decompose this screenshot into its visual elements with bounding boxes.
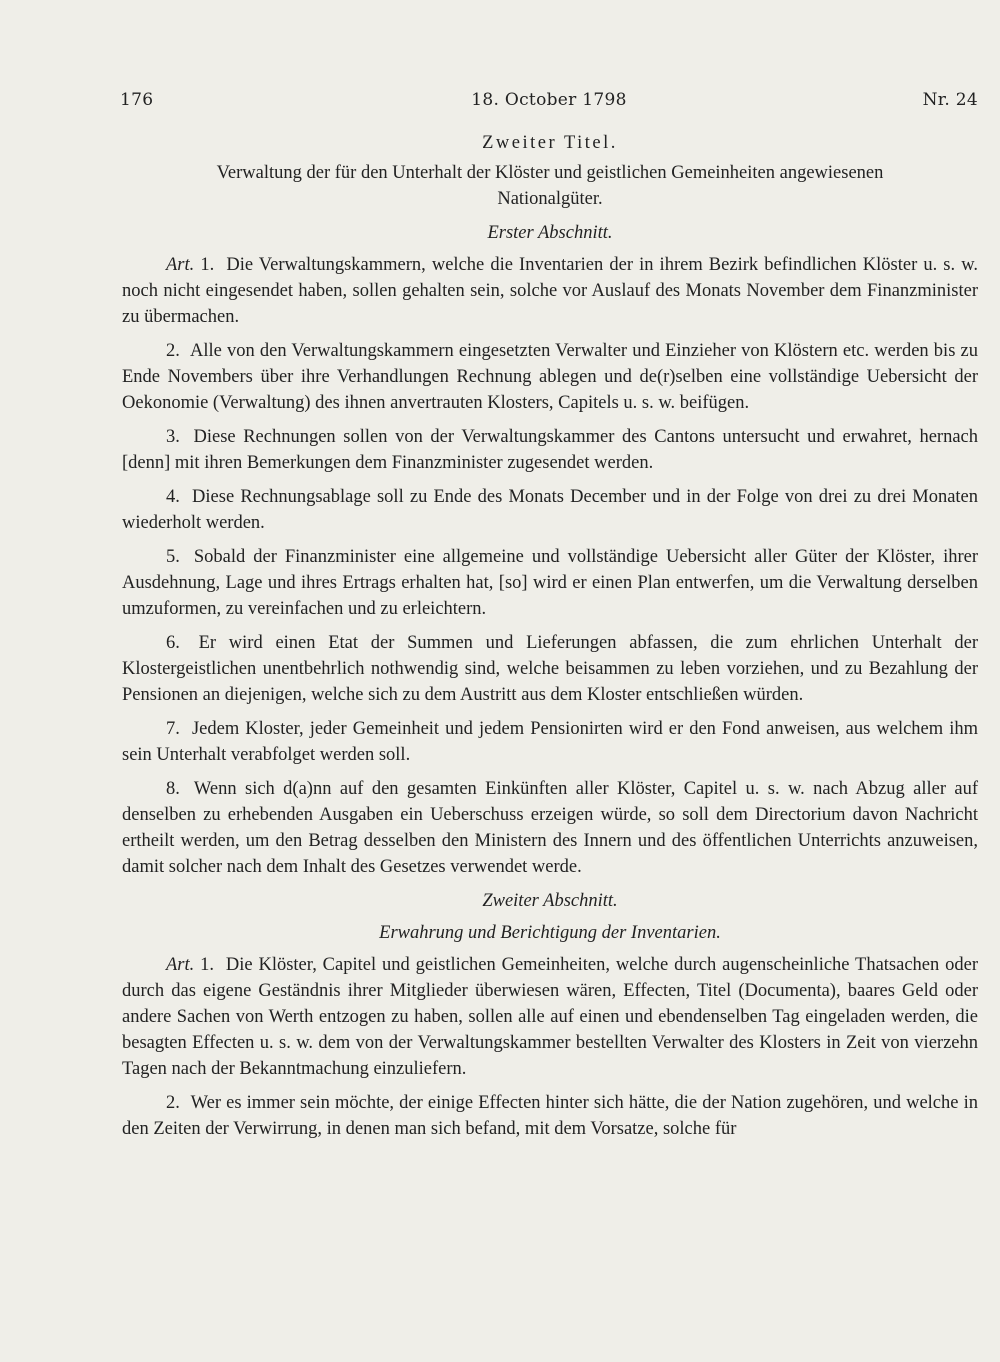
section-1-heading: Erster Abschnitt.	[487, 223, 613, 243]
article-number: 6.	[166, 633, 180, 653]
article-text: Wenn sich d(a)nn auf den gesamten Einkünften aller Klöster, Capitel u. s. w. nach Abzug aller auf denselben zu erhebenden Ausgaben ein Ueberschuss erzeigen würde, so soll dem Directorium davon Nachricht ertheilt werden, um den Betrag desselben den Ministern des Innern und des öffentlichen Unterrichts anzuweisen, damit solcher nach dem Inhalt des Gesetzes verwendet werde.	[122, 779, 978, 877]
article-number: 8.	[166, 779, 180, 799]
article-text: Alle von den Verwaltungskammern eingesetzten Verwalter und Einzieher von Klöstern etc. werden bis zu Ende Novembers über ihre Verhandlungen Rechnung ablegen und de(r)selben eine vollständige Uebersicht der Oekonomie (Verwaltung) des ihnen anvertrauten Klosters, Capitels u. s. w. beifügen.	[122, 341, 979, 413]
article-number: 2.	[166, 341, 180, 361]
document-number: Nr. 24	[922, 90, 978, 110]
article-text: Diese Rechnungsablage soll zu Ende des Monats December und in der Folge von drei zu drei Monaten wiederholt werden.	[122, 487, 979, 533]
section-2-heading: Zweiter Abschnitt.	[482, 891, 618, 911]
header-date: 18. October 1798	[471, 90, 627, 110]
main-subtitle: Verwaltung der für den Unterhalt der Klöster und geistlichen Gemeinheiten angewiesenen Nationalgüter.	[216, 163, 884, 209]
page-number: 176	[120, 90, 154, 110]
article-text: Jedem Kloster, jeder Gemeinheit und jedem Pensionirten wird er den Fond anweisen, aus welchem ihm sein Unterhalt verabfolget werden soll.	[122, 719, 979, 765]
article-paragraph	[122, 1090, 978, 1142]
article-prefix: Art.	[166, 955, 195, 975]
document-body	[122, 130, 978, 1150]
article-paragraph	[122, 952, 978, 1082]
article-number: 5.	[166, 547, 180, 567]
article-number: 1.	[200, 255, 215, 275]
article-paragraph	[122, 484, 978, 536]
article-text: Die Klöster, Capitel und geistlichen Gemeinheiten, welche durch augenscheinliche Thatsachen oder durch das eigene Geständnis ihrer Mitglieder überwiesen wären, Effecten, Titel (Documenta), baares Geld oder andere Sachen von Werth entzogen zu haben, sollen alle auf einen und ebendenselben Tag eingeladen werden, die besagten Effecten u. s. w. dem von der Verwaltungskammer bestellten Verwalter des Klosters in Zeit von vierzehn Tagen nach der Bekanntmachung einzuliefern.	[122, 955, 979, 1079]
article-paragraph	[122, 424, 978, 476]
article-paragraph	[122, 544, 978, 622]
main-title: Zweiter Titel.	[482, 133, 618, 153]
article-prefix: Art.	[166, 255, 195, 275]
article-text: Diese Rechnungen sollen von der Verwaltungskammer des Cantons untersucht und erwahret, hernach [denn] mit ihren Bemerkungen dem Finanzminister zugesendet werden.	[122, 427, 979, 473]
article-text: Die Verwaltungskammern, welche die Inventarien der in ihrem Bezirk befindlichen Klöster u. s. w. noch nicht eingesendet haben, sollen gehalten sein, solche vor Auslauf des Monats November dem Finanzminister zu übermachen.	[122, 255, 978, 327]
article-paragraph	[122, 630, 978, 708]
article-paragraph	[122, 338, 978, 416]
article-paragraph	[122, 776, 978, 880]
section-2-subheading: Erwahrung und Berichtigung der Inventarien.	[379, 923, 721, 943]
article-paragraph	[122, 716, 978, 768]
article-number: 4.	[166, 487, 180, 507]
article-number: 2.	[166, 1093, 180, 1113]
article-text: Er wird einen Etat der Summen und Lieferungen abfassen, die zum ehrlichen Unterhalt der Klostergeistlichen unentbehrlich nothwendig sind, welche beisammen zu leben vorziehen, und zu Bezahlung der Pensionen an diejenigen, welche sich zu dem Austritt aus dem Kloster entschließen würden.	[122, 633, 978, 705]
article-paragraph	[122, 252, 978, 330]
article-number: 7.	[166, 719, 180, 739]
article-text: Sobald der Finanzminister eine allgemeine und vollständige Uebersicht aller Güter der Klöster, ihrer Ausdehnung, Lage und ihres Ertrags erhalten hat, [so] wird er einen Plan entwerfen, um die Verwaltung derselben umzuformen, zu vereinfachen und zu erleichtern.	[122, 547, 978, 619]
article-text: Wer es immer sein möchte, der einige Effecten hinter sich hätte, die der Nation zugehören, und welche in den Zeiten der Verwirrung, in denen man sich befand, mit dem Vorsatze, solche für	[122, 1093, 978, 1139]
article-number: 1.	[200, 955, 215, 975]
article-number: 3.	[166, 427, 180, 447]
page-header	[120, 90, 978, 116]
